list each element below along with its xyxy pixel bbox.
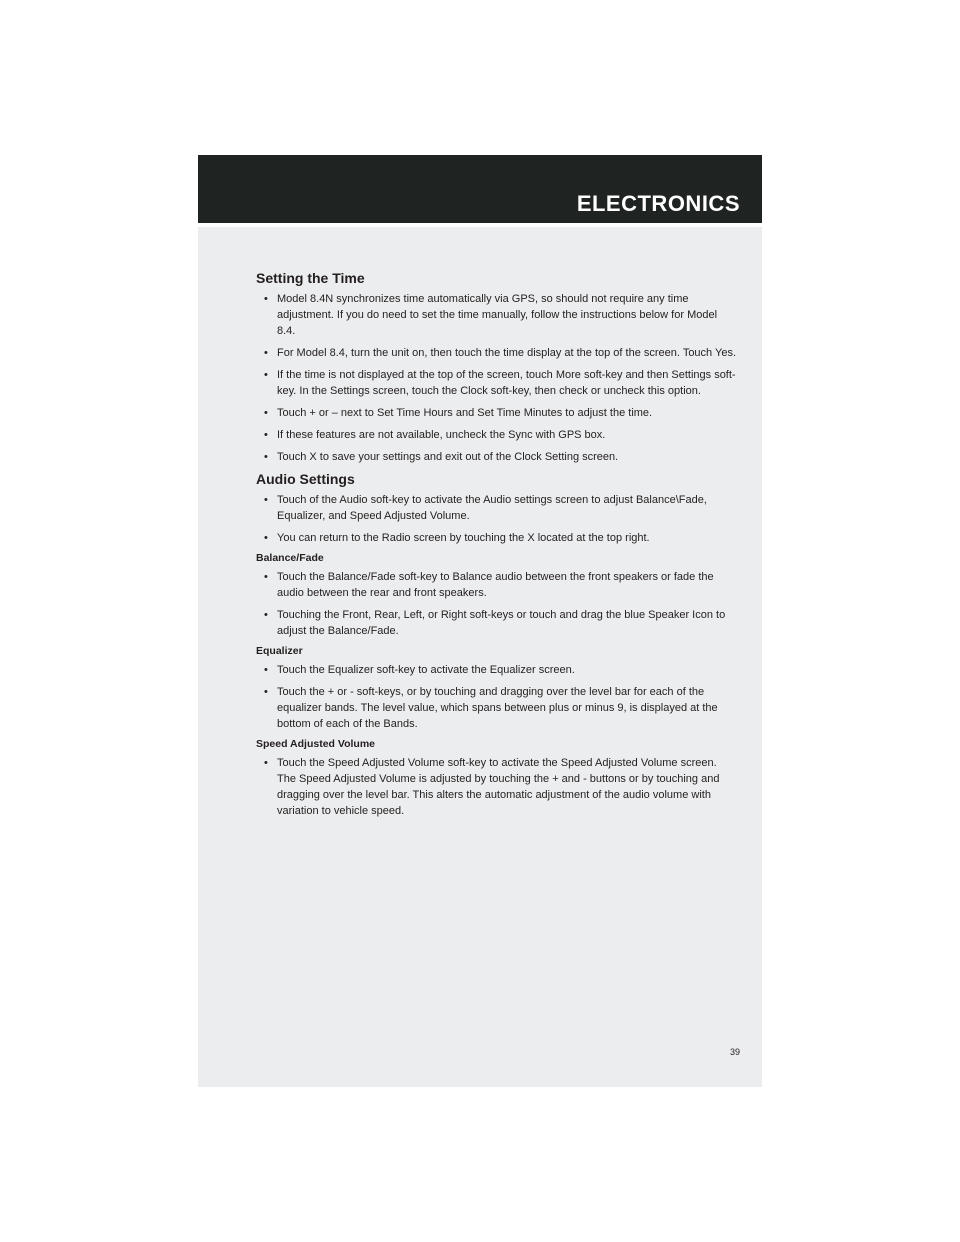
subheading-equalizer: Equalizer bbox=[256, 645, 303, 657]
page-content bbox=[256, 270, 738, 825]
bullet: • bbox=[264, 757, 268, 769]
bullet: • bbox=[264, 369, 268, 381]
equalizer-list bbox=[256, 662, 738, 732]
heading-audio-settings: Audio Settings bbox=[256, 471, 355, 487]
list-item: • Touch + or – next to Set Time Hours and Set Time Minutes to adjust the time. bbox=[264, 407, 653, 419]
setting-the-time-list bbox=[256, 291, 738, 465]
bullet: • bbox=[264, 609, 268, 621]
bullet: • bbox=[264, 532, 268, 544]
subheading-balance-fade: Balance/Fade bbox=[256, 552, 324, 564]
list-item: • Model 8.4N synchronizes time automatically via GPS, so should not require any time adjustment. If you do need to set the time manually, follow the instructions below for Model 8.4. bbox=[264, 293, 718, 337]
section-title: ELECTRONICS bbox=[576, 191, 740, 216]
heading-setting-the-time: Setting the Time bbox=[256, 270, 365, 286]
list-item: • You can return to the Radio screen by touching the X located at the top right. bbox=[264, 532, 650, 544]
bullet: • bbox=[264, 293, 268, 305]
bullet: • bbox=[264, 347, 268, 359]
page-number: 39 bbox=[729, 1047, 740, 1057]
list-item: • Touch the + or - soft-keys, or by touching and dragging over the level bar for each of the equalizer bands. The level value, which spans between plus or minus 9, is displayed at the bottom of each of the Bands. bbox=[264, 686, 718, 730]
list-item: • Touch the Equalizer soft-key to activate the Equalizer screen. bbox=[264, 664, 575, 676]
bullet: • bbox=[264, 407, 268, 419]
list-item: • Touching the Front, Rear, Left, or Right soft-keys or touch and drag the blue Speaker Icon to adjust the Balance/Fade. bbox=[264, 609, 726, 637]
header-divider bbox=[198, 223, 762, 227]
list-item: • For Model 8.4, turn the unit on, then touch the time display at the top of the screen. Touch Yes. bbox=[264, 347, 737, 359]
bullet: • bbox=[264, 686, 268, 698]
manual-page bbox=[198, 155, 762, 1087]
list-item: • Touch X to save your settings and exit out of the Clock Setting screen. bbox=[264, 451, 619, 463]
list-item: • Touch of the Audio soft-key to activate the Audio settings screen to adjust Balance\Fade, Equalizer, and Speed Adjusted Volume. bbox=[264, 494, 707, 522]
list-item: • If the time is not displayed at the top of the screen, touch More soft-key and then Settings soft-key. In the Settings screen, touch the Clock soft-key, then check or uncheck this option. bbox=[264, 369, 736, 397]
bullet: • bbox=[264, 429, 268, 441]
section-header-bar bbox=[198, 155, 762, 223]
subheading-speed-adjusted-volume: Speed Adjusted Volume bbox=[256, 738, 376, 750]
list-item: • Touch the Balance/Fade soft-key to Balance audio between the front speakers or fade the audio between the rear and front speakers. bbox=[264, 571, 714, 599]
list-item: • Touch the Speed Adjusted Volume soft-key to activate the Speed Adjusted Volume screen. The Speed Adjusted Volume is adjusted by touching the + and - buttons or by touching and dragging over the level bar. This alters the automatic adjustment of the audio volume with variation to vehicle speed. bbox=[264, 757, 720, 817]
audio-settings-list bbox=[256, 492, 738, 546]
speed-adjusted-volume-list bbox=[256, 755, 738, 819]
bullet: • bbox=[264, 494, 268, 506]
list-item: • If these features are not available, uncheck the Sync with GPS box. bbox=[264, 429, 606, 441]
bullet: • bbox=[264, 664, 268, 676]
balance-fade-list bbox=[256, 569, 738, 639]
bullet: • bbox=[264, 571, 268, 583]
bullet: • bbox=[264, 451, 268, 463]
